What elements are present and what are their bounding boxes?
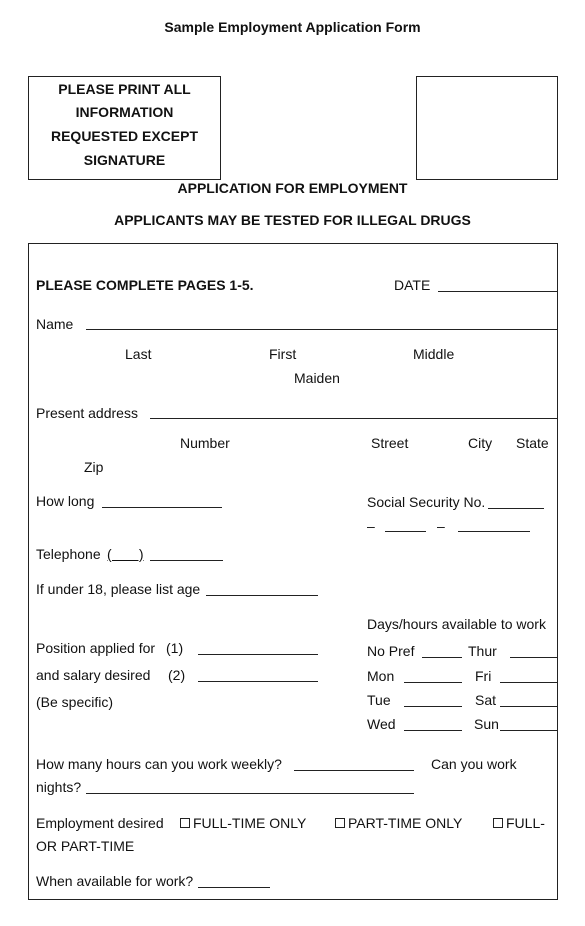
notice-line-3: REQUESTED EXCEPT (50, 128, 199, 144)
how-long-label: How long (36, 493, 95, 509)
date-label: DATE (394, 277, 431, 293)
days-hours-label: Days/hours available to work (367, 616, 546, 632)
application-form (28, 243, 558, 900)
sat-label: Sat (475, 692, 497, 708)
ssn-field-part-1[interactable] (488, 508, 544, 509)
ssn-label: Social Security No. (367, 494, 486, 510)
ssn-field-part-2[interactable] (385, 531, 426, 532)
telephone-area-code[interactable]: ( ) (107, 546, 144, 562)
nights-field[interactable] (86, 793, 414, 794)
present-address-label: Present address (36, 405, 138, 421)
address-state-caption: State (516, 435, 549, 451)
wed-field[interactable] (404, 730, 462, 731)
part-time-option[interactable] (335, 815, 462, 831)
fri-label: Fri (475, 668, 492, 684)
thur-label: Thur (468, 643, 497, 659)
full-time-option[interactable] (180, 815, 306, 831)
telephone-field[interactable] (150, 560, 223, 561)
sat-field[interactable] (500, 706, 557, 707)
tue-label: Tue (367, 692, 391, 708)
when-available-field[interactable] (198, 887, 270, 888)
sun-field[interactable] (500, 730, 557, 731)
address-zip-caption: Zip (84, 459, 104, 475)
under-18-age-field[interactable] (206, 595, 318, 596)
wed-label: Wed (367, 716, 396, 732)
employment-desired-label: Employment desired (36, 815, 164, 831)
notice-line-4: SIGNATURE (83, 152, 166, 168)
instruction-text: PLEASE COMPLETE PAGES 1-5. (36, 277, 254, 293)
tue-field[interactable] (404, 706, 462, 707)
name-field[interactable] (86, 329, 557, 330)
full-or-part-time-checkbox[interactable] (493, 818, 503, 828)
full-or-part-time-option[interactable] (493, 815, 545, 831)
mon-label: Mon (367, 668, 395, 684)
first-name-caption: First (269, 346, 297, 362)
notice-line-2: INFORMATION (75, 104, 174, 120)
fri-field[interactable] (500, 682, 557, 683)
ssn-field-part-3[interactable] (458, 531, 530, 532)
telephone-label: Telephone (36, 546, 101, 562)
thur-field[interactable] (510, 657, 557, 658)
last-name-caption: Last (125, 346, 152, 362)
position-option-1: (1) (166, 640, 184, 656)
position-label: Position applied for (36, 640, 156, 656)
full-time-label: FULL-TIME ONLY (193, 815, 307, 831)
no-pref-label: No Pref (367, 643, 415, 659)
application-heading: APPLICATION FOR EMPLOYMENT (177, 180, 408, 196)
mon-field[interactable] (404, 682, 462, 683)
address-number-caption: Number (180, 435, 230, 451)
print-notice-box (28, 76, 221, 180)
middle-name-caption: Middle (413, 346, 455, 362)
part-time-label: PART-TIME ONLY (348, 815, 463, 831)
notice-line-1: PLEASE PRINT ALL (58, 81, 191, 97)
ssn-dash-2: – (437, 518, 445, 534)
hours-weekly-field[interactable] (294, 770, 414, 771)
can-work-label: Can you work (431, 756, 517, 772)
maiden-name-caption: Maiden (294, 370, 340, 386)
address-city-caption: City (468, 435, 493, 451)
when-available-label: When available for work? (36, 873, 194, 889)
full-or-part-time-label-1: FULL- (506, 815, 545, 831)
sun-label: Sun (474, 716, 499, 732)
address-street-caption: Street (371, 435, 409, 451)
present-address-field[interactable] (150, 418, 557, 419)
drug-test-notice: APPLICANTS MAY BE TESTED FOR ILLEGAL DRUGS (114, 212, 471, 228)
page-title: Sample Employment Application Form (164, 19, 421, 35)
hours-weekly-label: How many hours can you work weekly? (36, 756, 282, 772)
position-option-2: (2) (168, 667, 186, 683)
date-field[interactable] (438, 291, 557, 292)
name-label: Name (36, 316, 74, 332)
salary-label: and salary desired (36, 667, 151, 683)
no-pref-field[interactable] (422, 657, 462, 658)
be-specific-note: (Be specific) (36, 694, 114, 710)
full-or-part-time-label-2: OR PART-TIME (36, 838, 135, 854)
photo-box (416, 76, 558, 180)
part-time-checkbox[interactable] (335, 818, 345, 828)
how-long-field[interactable] (102, 507, 222, 508)
ssn-dash-1: – (367, 518, 375, 534)
position-field-2[interactable] (198, 681, 318, 682)
under-18-label: If under 18, please list age (36, 581, 201, 597)
nights-label: nights? (36, 779, 82, 795)
position-field-1[interactable] (198, 654, 318, 655)
full-time-checkbox[interactable] (180, 818, 190, 828)
